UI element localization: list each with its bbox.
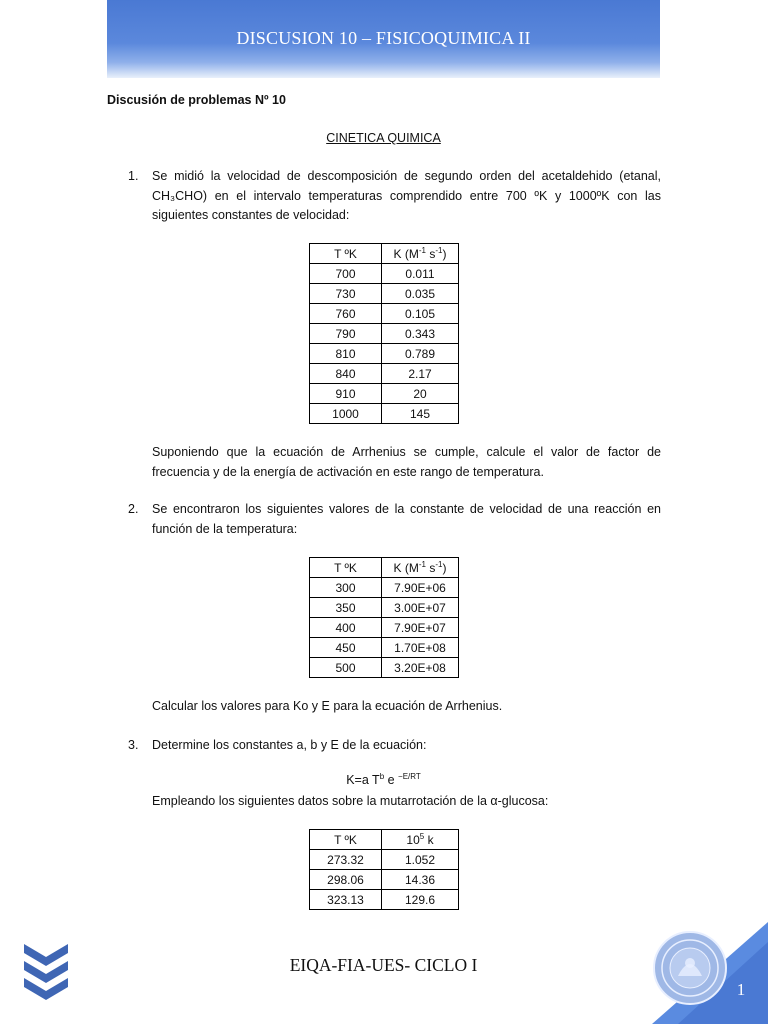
table-row: [310, 304, 459, 324]
table-row: [310, 404, 459, 424]
table-cell: 129.6: [382, 890, 459, 910]
table-cell: 450: [310, 638, 382, 658]
table-row: [310, 850, 459, 870]
table-row: [310, 638, 459, 658]
problem-3-statement: Determine los constantes a, b y E de la ecuación:: [152, 738, 427, 752]
table-cell: 760: [310, 304, 382, 324]
table-cell: 1000: [310, 404, 382, 424]
table-cell: 3.20E+08: [382, 658, 459, 678]
problem-3-table: [309, 829, 459, 910]
table-cell: 350: [310, 598, 382, 618]
table-cell: 0.789: [382, 344, 459, 364]
table-row: [310, 598, 459, 618]
table-row: [310, 264, 459, 284]
table-cell: 0.343: [382, 324, 459, 344]
section-title: CINETICA QUIMICA: [326, 131, 441, 145]
page-header-title: DISCUSION 10 – FISICOQUIMICA II: [236, 28, 531, 48]
table-cell: 20: [382, 384, 459, 404]
table-header-temperature: T ºK: [310, 244, 382, 264]
problem-2-question: Calcular los valores para Ko y E para la ecuación de Arrhenius.: [152, 699, 503, 713]
table-row: [310, 578, 459, 598]
university-seal-icon: [652, 930, 728, 1006]
table-cell: 810: [310, 344, 382, 364]
table-cell: 910: [310, 384, 382, 404]
table-cell: 790: [310, 324, 382, 344]
table-cell: 1.052: [382, 850, 459, 870]
table-cell: 2.17: [382, 364, 459, 384]
table-row: [310, 870, 459, 890]
table-header-temperature: T ºK: [310, 558, 382, 578]
table-cell: 145: [382, 404, 459, 424]
table-header-temperature: T ºK: [310, 830, 382, 850]
table-header-rate-constant: K ($M^{-1}$ $s^{-1}$): [382, 558, 459, 578]
table-row: [310, 284, 459, 304]
table-cell: 273.32: [310, 850, 382, 870]
footer-text: EIQA-FIA-UES- CICLO I: [289, 955, 478, 975]
page-number: 1: [736, 980, 746, 999]
table-cell: 323.13: [310, 890, 382, 910]
table-cell: 0.011: [382, 264, 459, 284]
problem-3-followup: Empleando los siguientes datos sobre la mutarrotación de la α-glucosa:: [152, 794, 549, 808]
table-cell: 700: [310, 264, 382, 284]
problem-2-table: [309, 557, 459, 678]
problem-1-question: Suponiendo que la ecuación de Arrhenius se cumple, calcule el valor de factor de frecuencia y de la energía de activación en este rango de temperatura.: [152, 445, 661, 479]
table-cell: 840: [310, 364, 382, 384]
table-cell: 1.70E+08: [382, 638, 459, 658]
problem-1-statement: Se midió la velocidad de descomposición de segundo orden del acetaldehido (etanal, CH₃CHO) en el intervalo temperaturas comprendido entre 700 ºK y 1000ºK con las siguientes constantes de velocidad:: [152, 169, 661, 222]
table-cell: 7.90E+07: [382, 618, 459, 638]
document-heading: Discusión de problemas Nº 10: [107, 93, 286, 107]
table-cell: 3.00E+07: [382, 598, 459, 618]
table-cell: 500: [310, 658, 382, 678]
problem-1-table: [309, 243, 459, 424]
table-cell: 300: [310, 578, 382, 598]
problem-2-number: 2.: [128, 502, 139, 516]
problem-2-statement: Se encontraron los siguientes valores de la constante de velocidad de una reacción en función de la temperatura:: [152, 502, 661, 536]
rate-equation: K=a $T^b$ e $^{-E/RT}$: [346, 772, 421, 787]
problem-1-number: 1.: [128, 169, 139, 183]
chevron-down-icon: [24, 944, 68, 1006]
table-cell: 7.90E+06: [382, 578, 459, 598]
table-row: [310, 618, 459, 638]
table-row: [310, 364, 459, 384]
problem-3-number: 3.: [128, 738, 139, 752]
table-cell: 0.035: [382, 284, 459, 304]
table-cell: 14.36: [382, 870, 459, 890]
table-cell: 0.105: [382, 304, 459, 324]
table-cell: 400: [310, 618, 382, 638]
table-header-rate-constant: K ($M^{-1}$ $s^{-1}$): [382, 244, 459, 264]
table-header-rate-constant: $10^5$ k: [382, 830, 459, 850]
table-row: [310, 324, 459, 344]
table-row: [310, 384, 459, 404]
table-cell: 298.06: [310, 870, 382, 890]
table-row: [310, 658, 459, 678]
table-row: [310, 344, 459, 364]
table-cell: 730: [310, 284, 382, 304]
table-row: [310, 890, 459, 910]
